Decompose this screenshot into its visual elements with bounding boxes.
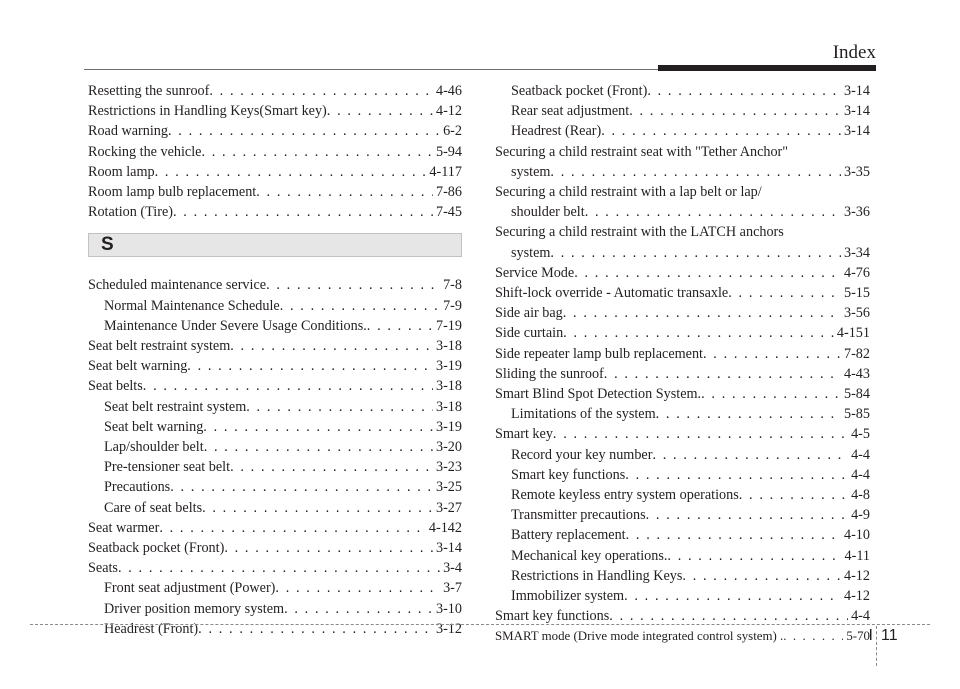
index-subentry	[495, 162, 870, 182]
index-entry	[88, 121, 462, 141]
index-entry	[88, 336, 462, 356]
dot-leader	[367, 316, 433, 336]
entry-term: Restrictions in Handling Keys	[511, 567, 683, 584]
dot-leader	[553, 424, 848, 444]
page-header-title: Index	[832, 42, 876, 63]
entry-page-ref: 7-8	[443, 277, 462, 294]
entry-page-ref: 4-9	[851, 507, 870, 524]
entry-page-ref: 3-14	[843, 103, 870, 120]
index-subentry	[495, 445, 870, 465]
dot-leader	[647, 81, 841, 101]
dot-leader	[159, 518, 426, 538]
dot-leader	[604, 364, 841, 384]
entry-term: Seatback pocket (Front)	[511, 83, 648, 99]
index-subentry	[88, 498, 462, 518]
index-subentry	[495, 121, 870, 141]
index-subentry	[495, 243, 870, 263]
entry-term: Transmitter precautions	[511, 507, 646, 524]
dot-leader	[284, 599, 433, 619]
entry-page-ref: 3-23	[435, 459, 462, 476]
entry-page-ref: 5-70	[846, 629, 870, 644]
entry-page-ref: 3-56	[843, 305, 870, 322]
entry-page-ref: 3-14	[843, 123, 870, 140]
index-entry	[495, 263, 870, 283]
index-entry	[495, 626, 870, 646]
entry-page-ref: 4-76	[843, 264, 870, 281]
entry-page-ref: 3-25	[435, 479, 462, 496]
entry-page-ref: 4-142	[428, 519, 462, 536]
entry-term: Care of seat belts	[104, 499, 203, 516]
entry-term: Precautions	[104, 479, 171, 496]
entry-term: system	[511, 163, 551, 180]
entry-term: Driver position memory system	[104, 600, 285, 617]
entry-term: Scheduled maintenance service	[88, 277, 267, 294]
entry-page-ref: 4-4	[851, 608, 870, 625]
entry-term: Normal Maintenance Schedule	[104, 297, 280, 314]
entry-term: Headrest (Rear)	[511, 123, 602, 140]
index-subentry	[495, 81, 870, 101]
entry-term: Service Mode	[495, 264, 575, 281]
page-number	[853, 627, 913, 645]
index-entry	[88, 376, 462, 396]
entry-term: Smart key functions	[495, 608, 610, 625]
dot-leader	[204, 437, 433, 457]
dot-leader	[118, 558, 440, 578]
entry-page-ref: 3-18	[435, 338, 462, 355]
index-entry	[88, 538, 462, 558]
entry-term: Headrest (Front)	[104, 620, 199, 637]
dot-leader	[550, 243, 841, 263]
index-subentry	[88, 316, 462, 336]
entry-page-ref: 3-18	[435, 378, 462, 395]
dot-leader	[198, 619, 433, 639]
entry-page-ref: 3-19	[435, 358, 462, 375]
entry-page-ref: 3-7	[443, 580, 462, 597]
dot-leader	[646, 505, 848, 525]
entry-page-ref: 5-94	[435, 143, 462, 160]
entry-page-ref: 7-86	[435, 184, 462, 201]
dot-leader	[266, 275, 440, 295]
index-entry	[88, 81, 462, 101]
index-entry	[88, 202, 462, 222]
entry-term: Immobilizer system	[511, 588, 625, 605]
entry-page-ref: 4-5	[851, 426, 870, 443]
index-list-r	[88, 81, 462, 222]
entry-page-ref: 4-12	[843, 588, 870, 605]
index-entry	[88, 101, 462, 121]
entry-page-ref: 3-34	[843, 244, 870, 261]
dot-leader	[682, 566, 841, 586]
entry-page-ref: 7-45	[435, 204, 462, 221]
index-entry-heading: Securing a child restraint with a lap belt or lap/	[495, 184, 762, 201]
header-accent-bar	[658, 65, 876, 71]
dot-leader	[629, 101, 841, 121]
index-subentry	[88, 417, 462, 437]
index-subentry	[88, 457, 462, 477]
dot-leader	[202, 498, 433, 518]
index-subentry	[495, 546, 870, 566]
entry-term: Side air bag	[495, 305, 563, 322]
index-subentry	[495, 202, 870, 222]
page-number-value: 11	[881, 627, 898, 644]
dot-leader	[256, 182, 433, 202]
dot-leader	[230, 457, 433, 477]
dot-leader	[728, 283, 841, 303]
entry-page-ref: 5-84	[843, 386, 870, 403]
entry-page-ref: 3-36	[843, 204, 870, 221]
entry-term: Lap/shoulder belt	[104, 439, 204, 456]
entry-term: Road warning	[88, 123, 168, 140]
entry-term: Limitations of the system	[511, 406, 656, 423]
entry-term: Mechanical key operations.	[511, 547, 668, 564]
index-subentry	[495, 505, 870, 525]
entry-page-ref: 3-19	[435, 418, 462, 435]
section-letter: S	[101, 234, 114, 256]
entry-term: SMART mode (Drive mode integrated control system) .	[495, 629, 784, 644]
entry-page-ref: 6-2	[443, 123, 462, 140]
index-entry	[495, 303, 870, 323]
dot-leader	[187, 356, 433, 376]
dot-leader	[585, 202, 841, 222]
index-subentry	[88, 599, 462, 619]
dot-leader	[209, 81, 433, 101]
entry-page-ref: 4-11	[844, 547, 870, 564]
dot-leader	[701, 384, 841, 404]
entry-term: Room lamp bulb replacement	[88, 184, 257, 201]
entry-page-ref: 3-14	[435, 540, 462, 557]
entry-term: Remote keyless entry system operations	[511, 487, 739, 504]
dot-leader	[574, 263, 841, 283]
dot-leader	[626, 525, 841, 545]
dot-leader	[246, 397, 433, 417]
entry-page-ref: 3-4	[443, 560, 462, 577]
index-subentry	[495, 485, 870, 505]
index-entry	[88, 518, 462, 538]
entry-page-ref: 4-10	[843, 527, 870, 544]
entry-page-ref: 3-14	[843, 83, 870, 99]
entry-page-ref: 4-12	[843, 567, 870, 584]
index-subentry	[495, 566, 870, 586]
index-entry	[495, 344, 870, 364]
index-entry	[495, 283, 870, 303]
index-entry	[495, 384, 870, 404]
entry-term: Smart key	[495, 426, 553, 443]
entry-term: Seat belt warning	[104, 418, 204, 435]
entry-page-ref: 4-12	[435, 103, 462, 120]
entry-page-ref: 4-117	[429, 163, 462, 180]
entry-page-ref: 3-18	[435, 398, 462, 415]
entry-page-ref: 4-46	[435, 83, 462, 99]
index-subentry	[495, 465, 870, 485]
section-header-s	[88, 233, 462, 257]
index-entry	[88, 558, 462, 578]
entry-page-ref: 3-35	[843, 163, 870, 180]
dot-leader	[275, 578, 440, 598]
entry-page-ref: 3-27	[435, 499, 462, 516]
index-list-s	[88, 275, 462, 639]
index-subentry	[88, 578, 462, 598]
index-list-s-continued	[495, 81, 870, 647]
index-entry-heading: Securing a child restraint with the LATCH anchors	[495, 224, 784, 241]
dot-leader	[550, 162, 841, 182]
entry-term: Shift-lock override - Automatic transaxle	[495, 285, 729, 302]
entry-page-ref: 4-4	[851, 466, 870, 483]
entry-term: Smart Blind Spot Detection System.	[495, 386, 702, 403]
dot-leader	[155, 162, 427, 182]
entry-term: system	[511, 244, 551, 261]
entry-term: Pre-tensioner seat belt	[104, 459, 231, 476]
index-entry	[88, 162, 462, 182]
entry-term: Seat belt restraint system	[104, 398, 247, 415]
index-subentry	[495, 404, 870, 424]
entry-term: Record your key number	[511, 446, 653, 463]
dot-leader	[230, 336, 433, 356]
dot-leader	[703, 344, 841, 364]
dot-leader	[563, 303, 841, 323]
dot-leader	[170, 477, 433, 497]
dot-leader	[625, 465, 848, 485]
dot-leader	[563, 323, 834, 343]
entry-page-ref: 4-8	[851, 487, 870, 504]
entry-term: Rotation (Tire)	[88, 204, 173, 221]
index-subentry	[88, 296, 462, 316]
entry-term: Seat warmer	[88, 519, 160, 536]
entry-term: Front seat adjustment (Power)	[104, 580, 276, 597]
entry-page-ref: 5-15	[843, 285, 870, 302]
index-entry	[88, 142, 462, 162]
entry-term: Rear seat adjustment	[511, 103, 630, 120]
index-column-right	[495, 81, 870, 647]
entry-term: Seatback pocket (Front)	[88, 540, 225, 557]
entry-term: Seats	[88, 560, 118, 577]
entry-page-ref: 7-9	[443, 297, 462, 314]
index-entry-heading: Securing a child restraint seat with "Tether Anchor"	[495, 143, 789, 160]
index-entry	[88, 356, 462, 376]
entry-page-ref: 7-82	[843, 345, 870, 362]
dot-leader	[601, 121, 841, 141]
index-subentry	[88, 437, 462, 457]
index-subentry	[495, 101, 870, 121]
dot-leader	[656, 404, 841, 424]
entry-page-ref: 3-20	[435, 439, 462, 456]
index-column-left	[88, 81, 462, 639]
entry-term: Seat belt warning	[88, 358, 188, 375]
index-subentry	[88, 477, 462, 497]
entry-term: Seat belt restraint system	[88, 338, 231, 355]
dot-leader	[173, 202, 433, 222]
entry-page-ref: 5-85	[843, 406, 870, 423]
dot-leader	[652, 445, 848, 465]
entry-term: Maintenance Under Severe Usage Conditions.	[104, 317, 367, 334]
dot-leader	[168, 121, 440, 141]
entry-term: Rocking the vehicle	[88, 143, 202, 160]
entry-term: Side repeater lamp bulb replacement	[495, 345, 703, 362]
index-entry	[495, 364, 870, 384]
index-entry	[88, 275, 462, 295]
index-entry	[495, 424, 870, 444]
entry-page-ref: 7-19	[435, 317, 462, 334]
section-marker: I	[868, 627, 873, 644]
index-subentry	[495, 586, 870, 606]
dot-leader	[783, 626, 843, 646]
dot-leader	[739, 485, 848, 505]
index-entry	[88, 182, 462, 202]
dot-leader	[667, 546, 841, 566]
entry-term: shoulder belt	[511, 204, 585, 221]
entry-term: Restrictions in Handling Keys(Smart key)	[88, 103, 327, 120]
dot-leader	[224, 538, 433, 558]
entry-page-ref: 4-151	[836, 325, 870, 342]
entry-term: Resetting the sunroof	[88, 83, 210, 99]
entry-page-ref: 4-4	[851, 446, 870, 463]
index-subentry	[88, 619, 462, 639]
dot-leader	[280, 296, 440, 316]
index-entry	[495, 323, 870, 343]
entry-page-ref: 3-10	[435, 600, 462, 617]
dot-leader	[624, 586, 841, 606]
dot-leader	[201, 142, 433, 162]
entry-term: Battery replacement	[511, 527, 626, 544]
dot-leader	[143, 376, 433, 396]
entry-term: Smart key functions	[511, 466, 626, 483]
entry-term: Room lamp	[88, 163, 155, 180]
dot-leader	[327, 101, 433, 121]
footer-rule	[30, 624, 930, 625]
entry-term: Sliding the sunroof	[495, 365, 604, 382]
entry-term: Seat belts	[88, 378, 143, 395]
index-subentry	[495, 525, 870, 545]
entry-page-ref: 4-43	[843, 365, 870, 382]
entry-page-ref: 3-12	[435, 620, 462, 637]
dot-leader	[203, 417, 433, 437]
entry-term: Side curtain	[495, 325, 564, 342]
index-subentry	[88, 397, 462, 417]
